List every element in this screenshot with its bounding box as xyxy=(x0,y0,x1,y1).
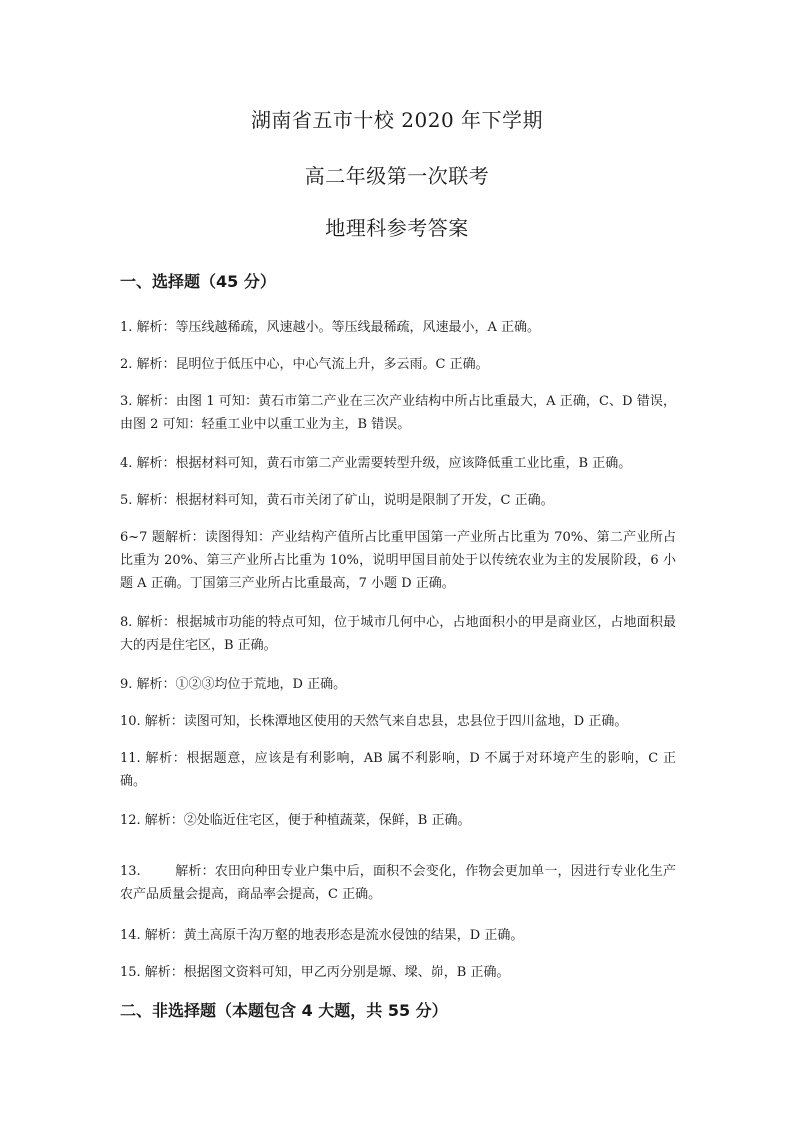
answer-item-12: 12. 解析：②处临近住宅区，便于种植蔬菜，保鲜，B 正确。 xyxy=(120,813,471,828)
answer-item-1: 1. 解析：等压线越稀疏，风速越小。等压线最稀疏，风速最小，A 正确。 xyxy=(120,320,541,335)
section-heading-nonchoice: 二、非选择题（本题包含 4 大题，共 55 分） xyxy=(120,1001,448,1020)
answer-item-6-7: 6~7 题解析：读图得知：产业结构产值所占比重甲国第一产业所占比重为 70%、第二产业所占比重为 20%、第三产业所占比重为 10%，说明甲国目前处于以传统农业为主的发展阶段，6 小题 A 正确。丁国第三产业所占比重最高，7 小题 D 正确。 xyxy=(120,530,676,591)
answer-item-13: 13. 解析：农田向种田专业户集中后，面积不会变化，作物会更加单一，因进行专业化生产农产品质量会提高，商品率会提高，C 正确。 xyxy=(120,864,676,902)
answer-item-15: 15. 解析：根据图文资料可知，甲乙丙分别是塬、墚、峁，B 正确。 xyxy=(120,965,510,980)
answer-item-14: 14. 解析：黄土高原千沟万壑的地表形态是流水侵蚀的结果，D 正确。 xyxy=(120,928,524,943)
exam-title: 湖南省五市十校 2020 年下学期 xyxy=(250,108,544,132)
answer-item-9: 9. 解析：①②③均位于荒地，D 正确。 xyxy=(120,677,347,692)
section-heading-choice: 一、选择题（45 分） xyxy=(120,272,276,291)
answer-item-10: 10. 解析：读图可知，长株潭地区使用的天然气来自忠县，忠县位于四川盆地，D 正确。 xyxy=(120,714,628,729)
subject-title: 地理科参考答案 xyxy=(325,216,469,240)
answer-item-5: 5. 解析：根据材料可知，黄石市关闭了矿山，说明是限制了开发，C 正确。 xyxy=(120,493,554,508)
answer-item-2: 2. 解析：昆明位于低压中心，中心气流上升，多云雨。C 正确。 xyxy=(120,357,489,372)
answer-item-8: 8. 解析：根据城市功能的特点可知，位于城市几何中心，占地面积小的甲是商业区，占地面积最大的丙是住宅区，B 正确。 xyxy=(120,615,676,653)
answer-item-4: 4. 解析：根据材料可知，黄石市第二产业需要转型升级，应该降低重工业比重，B 正确。 xyxy=(120,456,632,471)
grade-title: 高二年级第一次联考 xyxy=(304,164,490,188)
answer-item-11: 11. 解析：根据题意，应该是有利影响，AB 属不利影响，D 不属于对环境产生的影响，C 正确。 xyxy=(120,751,676,789)
answer-item-3: 3. 解析：由图 1 可知：黄石市第二产业在三次产业结构中所占比重最大，A 正确，C、D 错误，由图 2 可知：轻重工业中以重工业为主，B 错误。 xyxy=(120,394,676,432)
